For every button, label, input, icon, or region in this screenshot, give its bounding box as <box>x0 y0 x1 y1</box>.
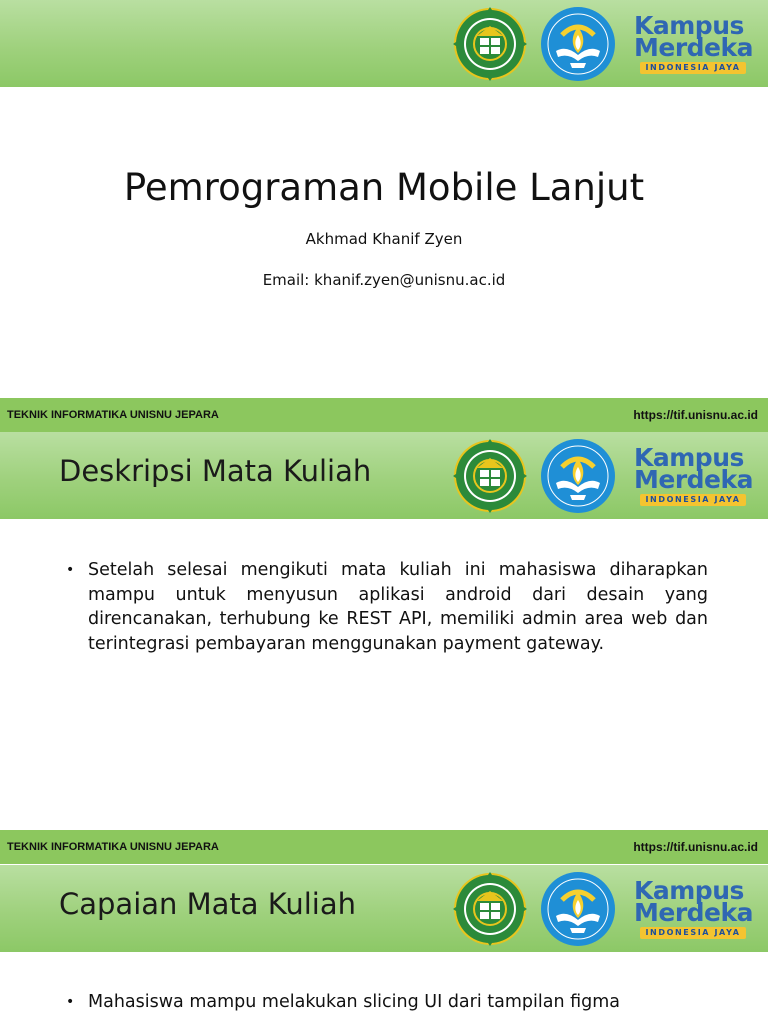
kampus-tagline: INDONESIA JAYA <box>640 927 746 939</box>
footer-url-link[interactable]: https://tif.unisnu.ac.id <box>633 840 758 854</box>
merdeka-word: Merdeka <box>634 898 754 927</box>
merdeka-word: Merdeka <box>634 33 754 62</box>
university-logo <box>452 871 528 947</box>
tut-wuri-handayani-logo <box>540 870 616 948</box>
title-slide <box>0 0 768 398</box>
list-item <box>66 990 708 1015</box>
slide-header <box>0 865 768 952</box>
kampus-tagline: INDONESIA JAYA <box>640 494 746 506</box>
slide-header <box>0 0 768 87</box>
kampus-merdeka-logo <box>634 878 752 942</box>
slide-heading: Capaian Mata Kuliah <box>59 887 356 921</box>
slide-heading: Deskripsi Mata Kuliah <box>59 454 372 488</box>
university-logo <box>452 6 528 82</box>
bullet-icon: • <box>66 994 75 1010</box>
slide-footer <box>0 830 768 864</box>
list-item <box>66 558 708 656</box>
bullet-icon: • <box>66 562 75 578</box>
content-slide-description <box>0 432 768 830</box>
bullet-text: Mahasiswa mampu melakukan slicing UI dari tampilan figma <box>88 992 621 1012</box>
kampus-merdeka-logo <box>634 13 752 77</box>
kampus-merdeka-logo <box>634 445 752 509</box>
kampus-word: Kampus <box>634 876 744 905</box>
footer-department: TEKNIK INFORMATIKA UNISNU JEPARA <box>7 409 219 421</box>
tut-wuri-handayani-logo <box>540 5 616 83</box>
kampus-word: Kampus <box>634 443 744 472</box>
bullet-list <box>66 990 708 1015</box>
merdeka-word: Merdeka <box>634 465 754 494</box>
university-logo <box>452 438 528 514</box>
tut-wuri-handayani-logo <box>540 437 616 515</box>
slide-header <box>0 432 768 519</box>
author-name: Akhmad Khanif Zyen <box>305 230 463 248</box>
content-slide-achievements <box>0 865 768 1024</box>
footer-url-link[interactable]: https://tif.unisnu.ac.id <box>633 408 758 422</box>
presentation-title: Pemrograman Mobile Lanjut <box>123 166 645 209</box>
kampus-word: Kampus <box>634 11 744 40</box>
footer-department: TEKNIK INFORMATIKA UNISNU JEPARA <box>7 841 219 853</box>
slide-footer <box>0 398 768 432</box>
author-email: Email: khanif.zyen@unisnu.ac.id <box>262 271 506 289</box>
bullet-text: Setelah selesai mengikuti mata kuliah ini mahasiswa diharapkan mampu untuk menyusun aplikasi android dari desain yang direncanakan, terhubung ke REST API, memiliki admin area web dan terintegrasi pembayaran menggunakan payment gateway. <box>88 560 708 654</box>
bullet-list <box>66 558 708 656</box>
kampus-tagline: INDONESIA JAYA <box>640 62 746 74</box>
